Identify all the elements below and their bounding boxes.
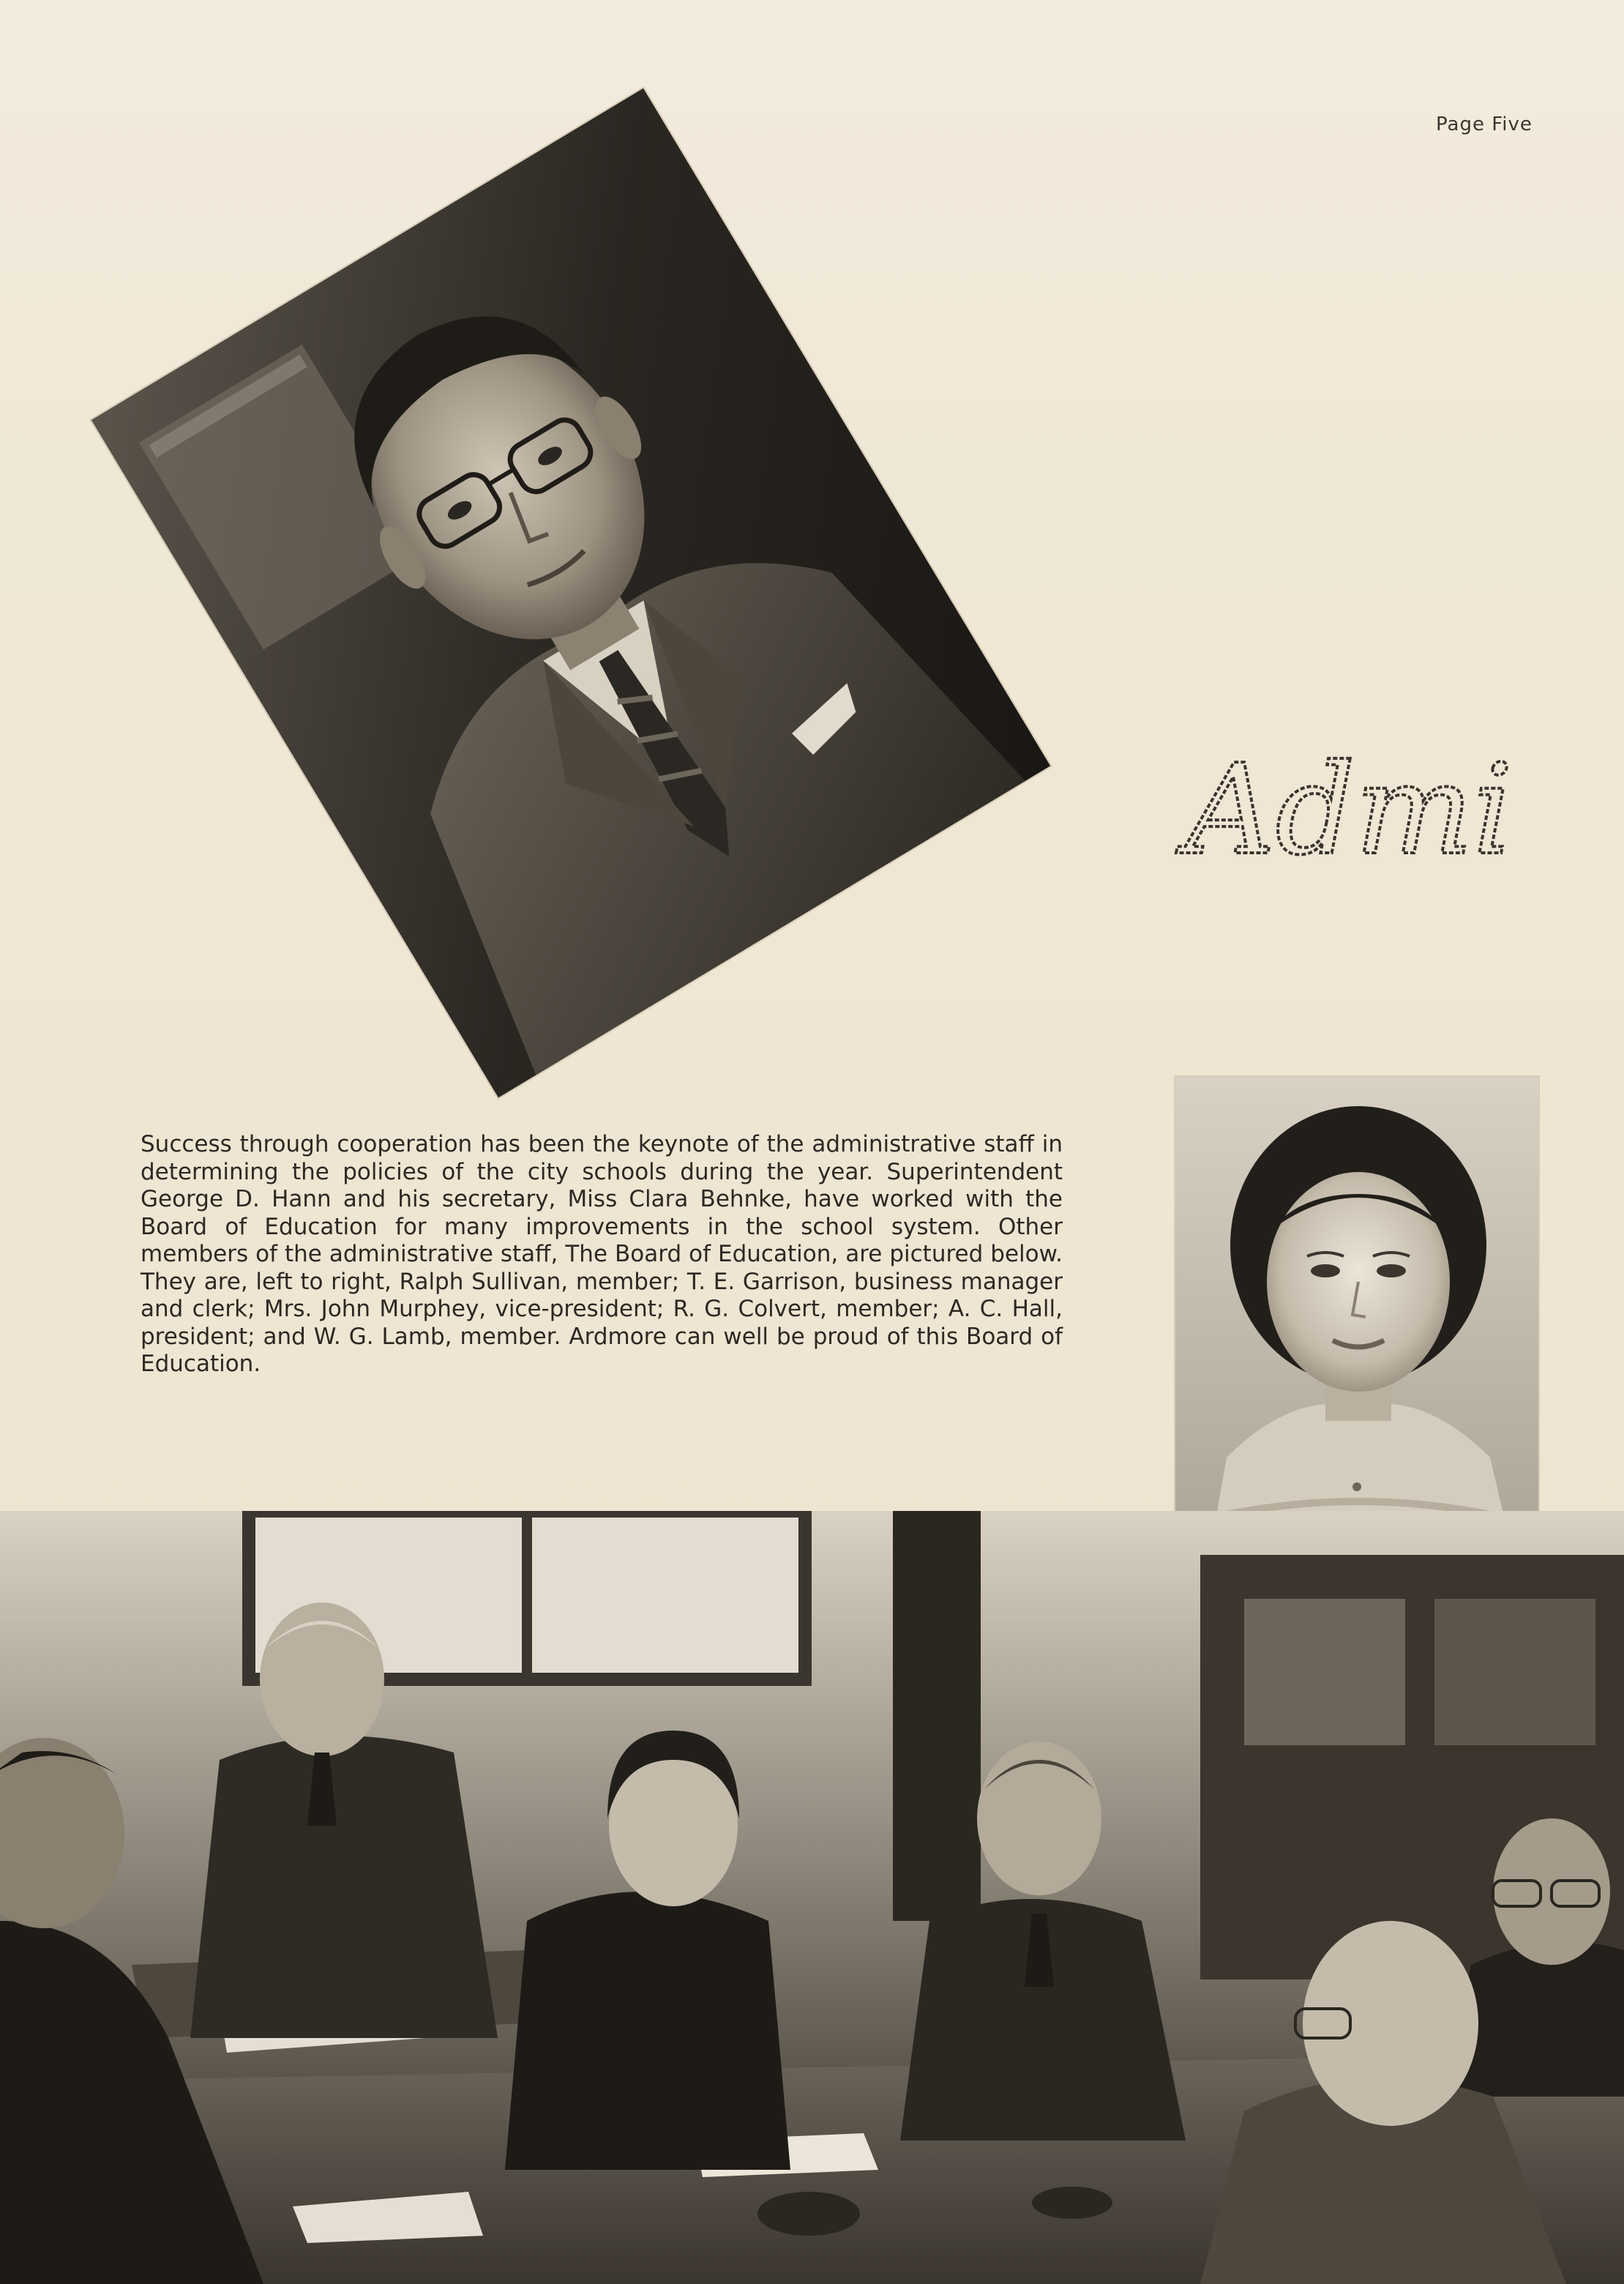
section-script-text: Admi xyxy=(1186,738,1513,883)
superintendent-portrait xyxy=(91,89,1051,1098)
secretary-portrait-overlay xyxy=(1175,1077,1538,1582)
board-of-education-photo xyxy=(0,1511,1624,2284)
section-script-title xyxy=(1171,717,1624,908)
body-paragraph: Success through cooperation has been the keynote of the administrative staff in determining the policies of the city schools during the year. Superintendent George D. Hann and his secretary, Miss Clara Behnke, have worked with the Board of Education for many improvements in the school system. Other members of the administrative staff, The Board of Education, are pictured below. They are, left to right, Ralph Sullivan, member; T. E. Garrison, business manager and clerk; Mrs. John Murphey, vice-president; R. G. Colvert, member; A. C. Hall, president; and W. G. Lamb, member. Ardmore can well be proud of this Board of Education. xyxy=(141,1131,1063,1377)
page-number: Page Five xyxy=(1436,113,1533,135)
